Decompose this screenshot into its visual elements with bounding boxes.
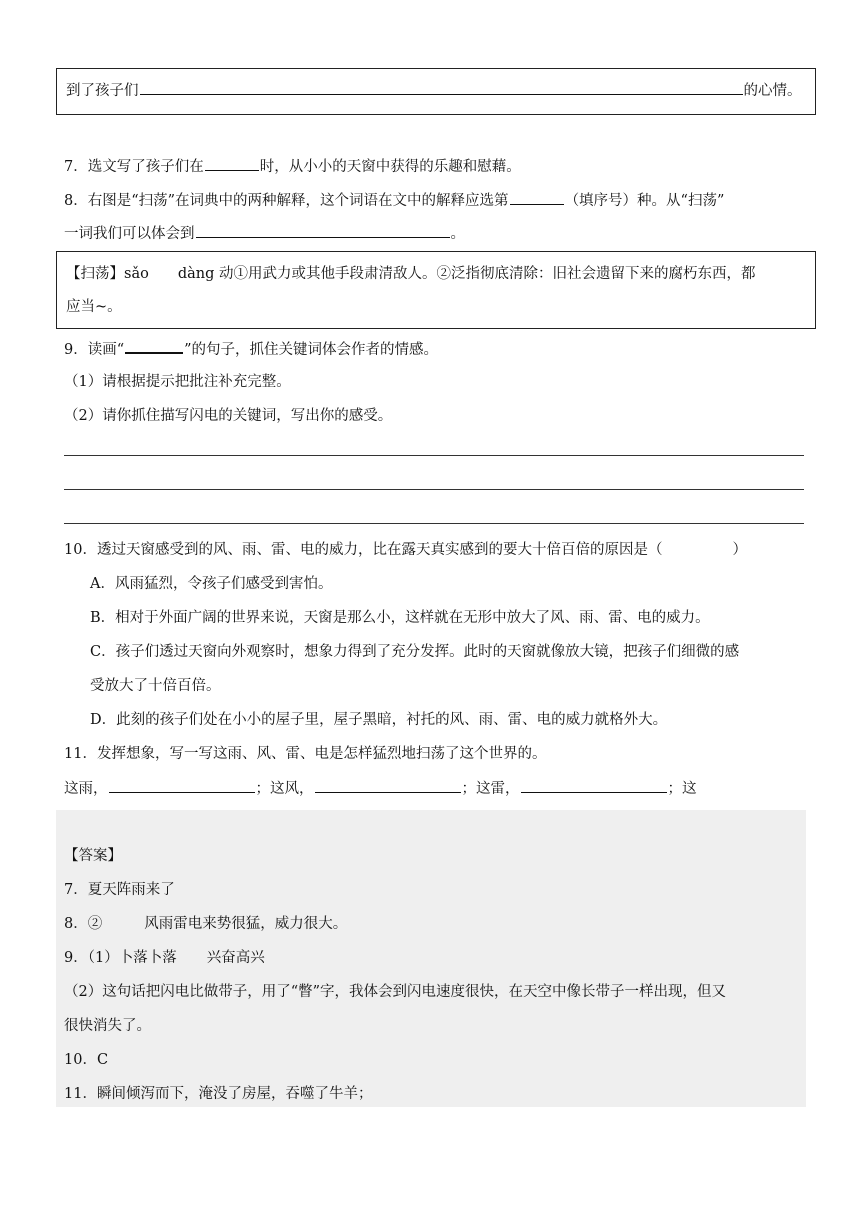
q10-stem-text: 10．透过天窗感受到的风、雨、雷、电的威力，比在露天真实感到的要大十倍百倍的原因是（ [64, 542, 663, 558]
answer-writing-line[interactable] [64, 523, 804, 524]
question-11-stem: 11．发挥想象，写一写这雨、风、雷、电是怎样猛烈地扫荡了这个世界的。 [64, 746, 547, 762]
question-9-sub2: （2）请你抓住描写闪电的关键词，写出你的感受。 [64, 408, 393, 424]
answer-heading: 【答案】 [64, 848, 122, 864]
q8-line2-after: 。 [450, 226, 465, 242]
q7-blank[interactable] [205, 156, 259, 171]
answer-8-text: 风雨雷电来势很猛，威力很大。 [144, 916, 348, 932]
blank-line[interactable] [140, 80, 743, 95]
answer-9-2-line1: （2）这句话把闪电比做带子，用了“瞥”字，我体会到闪电速度很快，在天空中像长带子一样出现，但又 [64, 984, 727, 1000]
answer-9-1 [64, 948, 265, 968]
q7-text-before: 7．选文写了孩子们在 [64, 159, 204, 175]
q8-text-after: （填序号）种。从“扫荡” [564, 193, 725, 209]
q11-rain-blank[interactable] [109, 778, 255, 793]
dictionary-entry-box [56, 251, 816, 329]
q8-line2-before: 一词我们可以体会到 [64, 226, 195, 242]
question-9-sub1: （1）请根据提示把批注补充完整。 [64, 374, 291, 390]
top-box-prefix: 到了孩子们 [66, 83, 139, 99]
q8-blank-feeling[interactable] [196, 223, 450, 238]
q9-text-after: ”的句子，抓住关键词体会作者的情感。 [184, 342, 439, 358]
dictionary-line2: 应当~。 [66, 299, 122, 315]
q11-wind-blank[interactable] [315, 778, 461, 793]
q11-lightning-label-start: ；这 [667, 781, 697, 797]
q8-text-before: 8．右图是“扫荡”在词典中的两种解释，这个词语在文中的解释应选第 [64, 193, 509, 209]
top-box-suffix: 的心情。 [743, 83, 802, 99]
q9-text-before: 9．读画“ [64, 342, 125, 358]
q7-text-after: 时，从小小的天窗中获得的乐趣和慰藉。 [259, 159, 521, 175]
answer-7: 7．夏天阵雨来了 [64, 882, 175, 898]
q11-thunder-blank[interactable] [521, 778, 667, 793]
question-9 [64, 338, 438, 360]
answer-9-1-b: 兴奋高兴 [206, 950, 265, 966]
q10-stem-end: ） [732, 542, 747, 558]
answer-writing-line[interactable] [64, 455, 804, 456]
answer-10: 10．C [64, 1052, 109, 1068]
q10-option-b: B．相对于外面广阔的世界来说，天窗是那么小，这样就在无形中放大了风、雨、雷、电的威力。 [90, 610, 710, 626]
q10-option-d: D．此刻的孩子们处在小小的屋子里，屋子黑暗，衬托的风、雨、雷、电的威力就格外大。 [90, 712, 668, 728]
q11-rain-label: 这雨， [64, 781, 108, 797]
question-7 [64, 156, 521, 177]
question-10-stem [64, 540, 747, 560]
q11-wind-label: ；这风， [255, 781, 314, 797]
question-11-line1 [64, 778, 697, 799]
q10-option-a: A．风雨猛烈，令孩子们感受到害怕。 [90, 576, 333, 592]
q9-underline-sample [125, 338, 183, 354]
question-8-line1 [64, 190, 724, 211]
answer-9-2-line2: 很快消失了。 [64, 1018, 151, 1034]
question-8-line2 [64, 223, 465, 244]
q11-thunder-label: ；这雷， [461, 781, 520, 797]
top-box-line [66, 80, 802, 101]
answer-8-number: 8．② [64, 916, 103, 932]
dictionary-line1: 【扫荡】sǎo dàng 动①用武力或其他手段肃清敌人。②泛指彻底清除：旧社会遗留下来的腐朽东西，都 [66, 266, 756, 282]
q8-blank-number[interactable] [510, 190, 564, 205]
answer-11: 11．瞬间倾泻而下，淹没了房屋，吞噬了牛羊； [64, 1086, 373, 1102]
answer-8 [64, 914, 347, 934]
q10-option-c: C．孩子们透过天窗向外观察时，想象力得到了充分发挥。此时的天窗就像放大镜，把孩子们细微的感 [90, 644, 740, 660]
answer-9-1-a: 9．（1）卜落卜落 [64, 950, 177, 966]
q10-option-c-cont: 受放大了十倍百倍。 [90, 678, 221, 694]
answer-writing-line[interactable] [64, 489, 804, 490]
